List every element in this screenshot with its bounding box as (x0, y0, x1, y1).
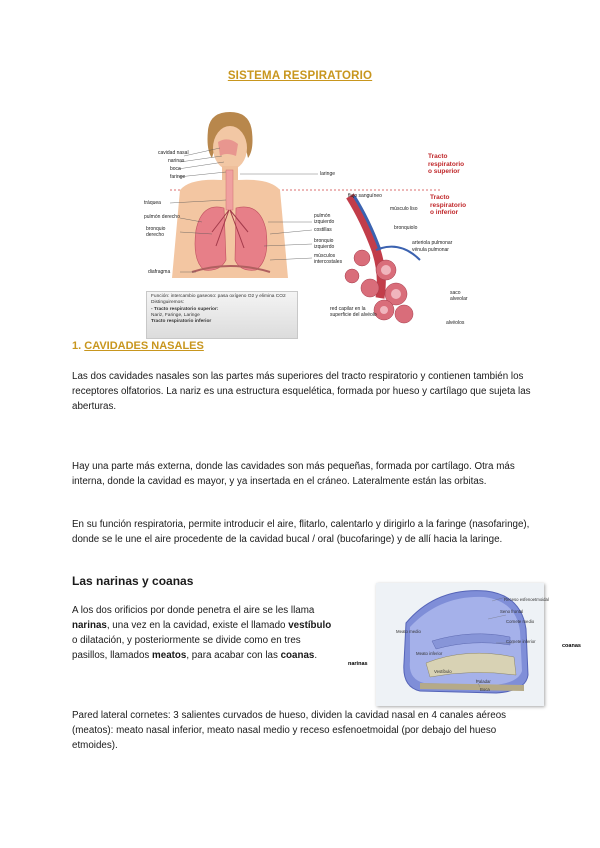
section-title: CAVIDADES NASALES (84, 340, 204, 352)
caption-line: Distinguiremos: (151, 300, 185, 306)
label-narinas: narinas (168, 158, 185, 164)
label-meato-inferior: Meato inferior (416, 651, 443, 656)
label-musculos-intercostales: músculos intercostales (314, 253, 343, 265)
label-musculo-liso: músculo liso (390, 206, 418, 212)
label-bronquio-derecho: bronquio derecho (146, 226, 166, 238)
label-narinas-figure: narinas (348, 661, 368, 667)
label-venula-pulmonar: vénula pulmonar (412, 247, 449, 253)
label-cavidad-nasal: cavidad nasal (158, 150, 189, 156)
label-flujo-sanguineo: flujo sanguíneo (348, 193, 382, 199)
subsection-heading: Las narinas y coanas (72, 574, 194, 588)
label-boca: Boca (480, 687, 490, 692)
label-boca: boca (170, 166, 181, 172)
paragraph-3: En su función respiratoria, permite introducir el aire, flitarlo, calentarlo y dirigirlo a la faringe (nasofaringe), donde se le une el aire procedente de la cavidad bucal / oral (bucofaringe) y de allí hacia la laringe. (72, 519, 530, 545)
bold-vestibulo: vestíbulo (288, 620, 332, 631)
caption-line: Nariz, Faringe, Laringe (151, 312, 200, 318)
caption-line: Tracto respiratorio inferior (151, 319, 212, 325)
label-paladar: Paladar (476, 679, 491, 684)
nasal-cavity-figure (348, 583, 594, 708)
paragraph-2: Hay una parte más externa, donde las cavidades son más pequeñas, formada por cartílago. Otra más interna, donde la cavidad es mayor, y ya insertada en el cráneo. Lateralmente están las orbitas. (72, 461, 515, 487)
upper-tract-label: Tracto respiratorio o superior (428, 153, 465, 175)
label-cornete-medio: Cornete medio (506, 619, 535, 624)
label-bronquio-izquierdo: bronquio izquierdo (314, 238, 335, 250)
section-number: 1. (72, 340, 82, 352)
label-red-capilar: red capilar en la superficie del alvéolo (330, 306, 377, 318)
cornetes-paragraph: Pared lateral cornetes: 3 salientes curvados de hueso, dividen la cavidad nasal en 4 canales aéreos (meatos): meato nasal inferior, meato nasal medio y receso esfenoetmoidal (por debajo del hueso etmoides). (72, 710, 507, 751)
label-saco-alveolar: saco alveolar (450, 290, 468, 302)
bold-narinas: narinas (72, 620, 107, 631)
section-heading (72, 340, 204, 352)
label-diafragma: diafragma (148, 269, 171, 275)
document-title: SISTEMA RESPIRATORIO (227, 70, 373, 82)
label-seno-frontal: Seno frontal (500, 609, 524, 614)
label-traquea: tráquea (144, 200, 161, 206)
bold-meatos: meatos (152, 650, 187, 661)
label-pulmon-derecho: pulmón derecho (144, 214, 180, 220)
label-pulmon-izquierdo: pulmón izquierdo (314, 213, 335, 225)
label-costillas: costillas (314, 227, 332, 233)
label-faringe: faringe (170, 174, 186, 180)
paragraph-1: Las dos cavidades nasales son las partes más superiores del tracto respiratorio y contienen también los receptores olfatorios. La nariz es una estructura esquelética, formada por hueso y cartílago que sujeta las aberturas. (72, 371, 531, 412)
label-meato-medio: Meato medio (396, 629, 421, 634)
label-alveolos: alvéolos (446, 320, 465, 326)
caption-line: - Tracto respiratorio superior: (151, 306, 219, 312)
caption-line: Función: intercambio gaseoso: pasa oxígeno O2 y elimina CO2 (151, 294, 286, 299)
label-vestibulo: Vestíbulo (434, 669, 452, 674)
figure-caption-box (146, 291, 298, 339)
label-cornete-inferior: Cornete inferior (506, 639, 536, 644)
label-coanas-figure: coanas (562, 643, 581, 649)
lower-tract-label: Tracto respiratorio o inferior (430, 194, 467, 216)
bold-coanas: coanas (280, 650, 315, 661)
label-laringe: laringe (320, 171, 336, 177)
label-arteriola-pulmonar: arteriola pulmonar (412, 240, 453, 246)
narinas-paragraph: A los dos orificios por donde penetra el aire se les llama narinas, una vez en la cavidad, existe el llamado vestíbulo o dilatación, y posteriormente se divide como en tres pasillos, llamados meatos, para acabar con las coanas. (72, 605, 332, 661)
label-bronquiolo: bronquiolo (394, 225, 418, 231)
label-receso: Receso esfenoetmoidal (504, 597, 549, 602)
